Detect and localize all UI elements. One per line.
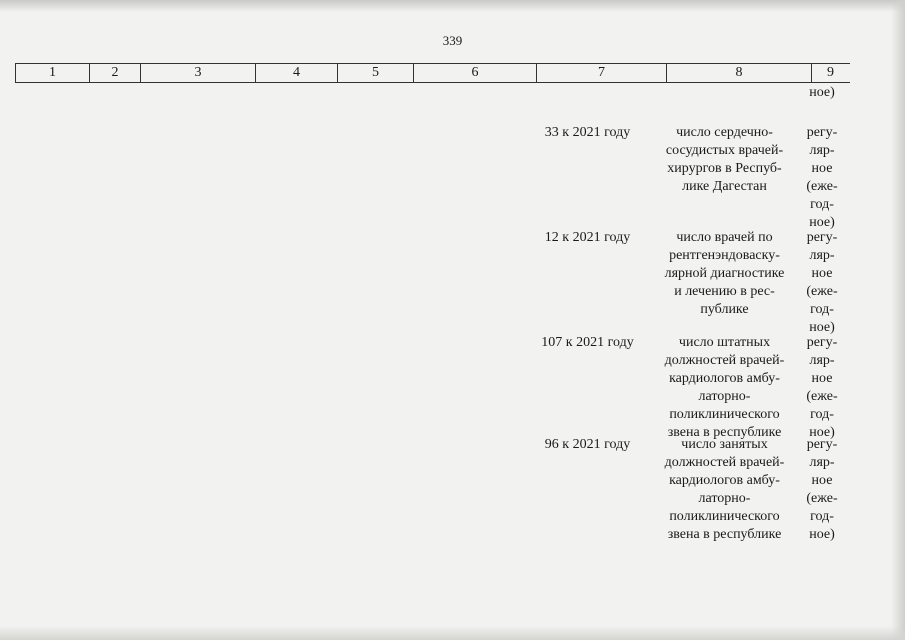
- periodicity-line: год-: [810, 197, 834, 212]
- indicator-line: рентгенэндоваску-: [669, 248, 780, 263]
- indicator-line: число врачей по: [676, 230, 773, 245]
- periodicity-line: регу-: [806, 335, 838, 350]
- indicator-cell: [656, 229, 793, 319]
- continued-periodicity-cell: [796, 84, 848, 102]
- periodicity-line: ляр-: [809, 248, 835, 263]
- periodicity-line: ное): [809, 320, 835, 335]
- periodicity-line: ное): [809, 85, 835, 100]
- indicator-line: должностей врачей-: [664, 455, 785, 470]
- column-number-1: 1: [16, 64, 90, 82]
- periodicity-line: ное: [811, 161, 833, 176]
- page-number: 339: [442, 33, 463, 48]
- column-number-3: 3: [141, 64, 256, 82]
- indicator-line: хирургов в Респуб-: [667, 161, 782, 176]
- scan-edge-top: [0, 0, 905, 12]
- column-number-5: 5: [338, 64, 414, 82]
- indicator-line: сосудистых врачей-: [665, 143, 784, 158]
- indicator-line: лярной диагностике: [664, 266, 785, 281]
- indicator-line: число сердечно-: [676, 125, 773, 140]
- periodicity-line: год-: [810, 407, 834, 422]
- indicator-line: латорно-: [698, 389, 751, 404]
- target-value: 12 к 2021 году: [544, 230, 631, 245]
- periodicity-line: регу-: [806, 230, 838, 245]
- periodicity-line: ляр-: [809, 455, 835, 470]
- scan-edge-right: [891, 0, 905, 640]
- periodicity-line: год-: [810, 509, 834, 524]
- indicator-line: кардиологов амбу-: [669, 371, 780, 386]
- indicator-line: число штатных: [678, 335, 771, 350]
- periodicity-line: ное: [811, 473, 833, 488]
- indicator-line: поликлинического: [669, 509, 780, 524]
- periodicity-line: (еже-: [806, 389, 838, 404]
- periodicity-line: ляр-: [809, 143, 835, 158]
- periodicity-cell: [796, 436, 848, 544]
- periodicity-line: год-: [810, 302, 834, 317]
- indicator-line: должностей врачей-: [664, 353, 785, 368]
- indicator-line: лике Дагестан: [682, 179, 767, 194]
- periodicity-line: ное: [811, 371, 833, 386]
- column-number-9: 9: [827, 65, 834, 80]
- indicator-line: кардиологов амбу-: [669, 473, 780, 488]
- target-value: 107 к 2021 году: [541, 335, 634, 350]
- target-value-cell: [525, 229, 650, 247]
- indicator-line: латорно-: [698, 491, 751, 506]
- scan-edge-bottom: [0, 626, 905, 640]
- periodicity-line: ное): [809, 215, 835, 230]
- indicator-line: число занятых: [681, 437, 768, 452]
- column-number-6: 6: [414, 64, 537, 82]
- column-number-2: 2: [90, 64, 141, 82]
- indicator-line: звена в республике: [667, 527, 782, 542]
- indicator-line: и лечению в рес-: [674, 284, 775, 299]
- indicator-line: публике: [700, 302, 749, 317]
- column-number-7: 7: [537, 64, 667, 82]
- target-value: 33 к 2021 году: [544, 125, 631, 140]
- periodicity-line: (еже-: [806, 491, 838, 506]
- indicator-cell: [656, 334, 793, 442]
- periodicity-line: (еже-: [806, 284, 838, 299]
- periodicity-line: ное): [809, 527, 835, 542]
- periodicity-line: (еже-: [806, 179, 838, 194]
- periodicity-line: ное): [809, 425, 835, 440]
- periodicity-line: ляр-: [809, 353, 835, 368]
- target-value-cell: [525, 334, 650, 352]
- column-number-8: 8: [667, 64, 812, 82]
- periodicity-cell: [796, 334, 848, 442]
- indicator-cell: [656, 436, 793, 544]
- target-value-cell: [525, 124, 650, 142]
- periodicity-cell: [796, 229, 848, 337]
- column-number-4: 4: [256, 64, 338, 82]
- table-header-row: [15, 63, 850, 83]
- indicator-line: звена в республике: [667, 425, 782, 440]
- periodicity-line: ное: [811, 266, 833, 281]
- indicator-cell: [656, 124, 793, 196]
- periodicity-cell: [796, 124, 848, 232]
- periodicity-line: регу-: [806, 125, 838, 140]
- indicator-line: поликлинического: [669, 407, 780, 422]
- target-value-cell: [525, 436, 650, 454]
- periodicity-line: регу-: [806, 437, 838, 452]
- target-value: 96 к 2021 году: [544, 437, 631, 452]
